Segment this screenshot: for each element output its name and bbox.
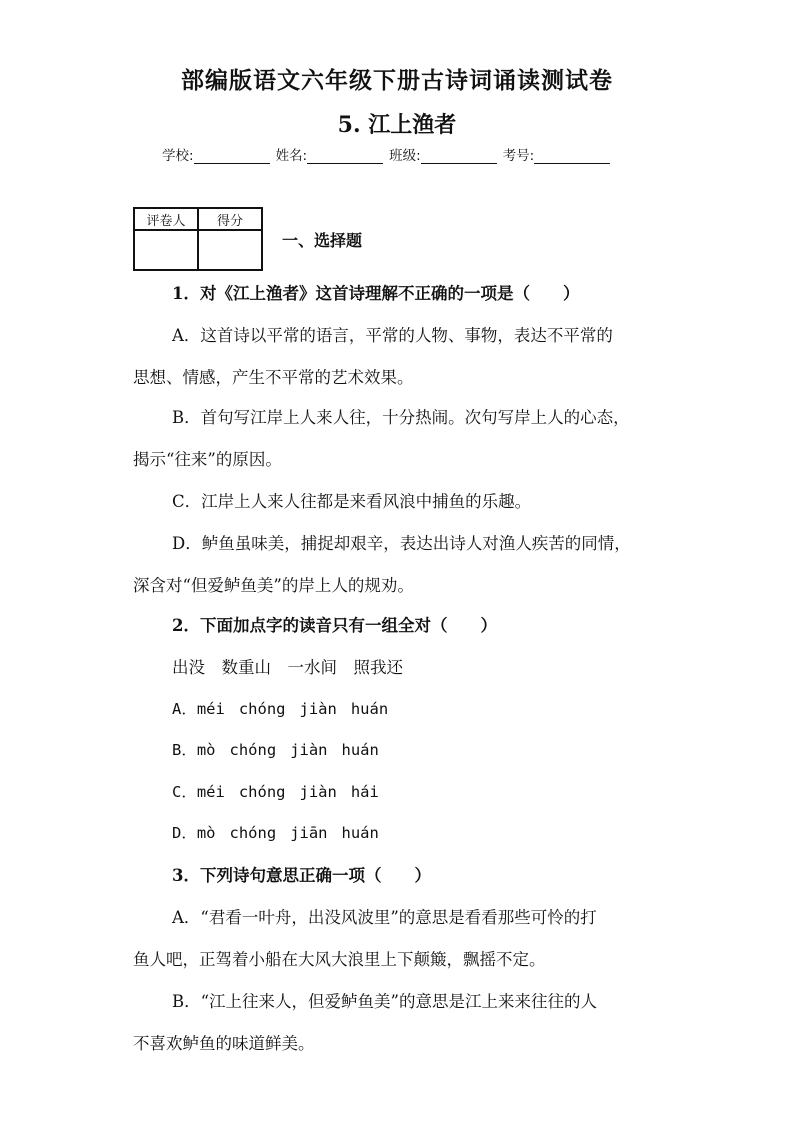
option-letter: C．: [172, 783, 197, 801]
pinyin: jiān: [290, 824, 328, 842]
question-2-words: 出没 数重山 一水间 照我还: [172, 658, 403, 677]
question-2-stem: 2．下面加点字的读音只有一组全对（ ）: [172, 616, 497, 635]
pinyin: chóng: [238, 700, 286, 718]
question-2-option-b: [172, 738, 393, 760]
question-1-option-a: A．这首诗以平常的语言，平常的人物、事物，表达不平常的: [172, 326, 613, 345]
question-1-option-b: B．首句写江岸上人来人往，十分热闹。次句写岸上人的心态，: [172, 408, 630, 427]
question-2-option-c: [172, 780, 393, 802]
grader-cell[interactable]: [134, 230, 198, 270]
student-info-line: [162, 144, 616, 164]
question-3-option-b: B．“江上往来人，但爱鲈鱼美”的意思是江上来来往往的人: [172, 992, 597, 1011]
pinyin: mò: [196, 824, 216, 842]
question-1-option-d: D．鲈鱼虽味美，捕捉却艰辛，表达出诗人对渔人疾苦的同情，: [172, 534, 631, 553]
question-1-option-b-cont: 揭示“往来”的原因。: [133, 450, 282, 469]
question-3-option-a-cont: 鱼人吧，正驾着小船在大风大浪里上下颠簸，飘摇不定。: [133, 950, 546, 969]
pinyin: mò: [196, 741, 216, 759]
score-cell[interactable]: [198, 230, 262, 270]
class-blank[interactable]: [421, 147, 497, 164]
grader-header: 评卷人: [134, 208, 198, 230]
question-1-option-d-cont: 深含对“但爱鲈鱼美”的岸上人的规劝。: [133, 576, 414, 595]
pinyin: jiàn: [299, 700, 337, 718]
question-1-option-a-cont: 思想、情感，产生不平常的艺术效果。: [133, 368, 414, 387]
question-2-option-a: [172, 697, 402, 719]
name-label: 姓名:: [275, 148, 308, 164]
question-3-stem: 3．下列诗句意思正确一项（ ）: [172, 866, 431, 885]
pinyin: chóng: [238, 783, 286, 801]
section-heading: 一、选择题: [282, 231, 363, 250]
class-label: 班级:: [389, 148, 421, 164]
question-3-option-a: A．“君看一叶舟，出没风波里”的意思是看看那些可怜的打: [172, 908, 597, 927]
pinyin: méi: [196, 700, 225, 718]
page-subtitle: 5. 江上渔者: [337, 112, 457, 138]
pinyin: chóng: [229, 741, 277, 759]
option-letter: B．: [172, 741, 197, 759]
question-1-stem: 1．对《江上渔者》这首诗理解不正确的一项是（ ）: [172, 284, 580, 303]
pinyin: huán: [341, 741, 379, 759]
page-title: 部编版语文六年级下册古诗词诵读测试卷: [181, 67, 613, 94]
pinyin: huán: [341, 824, 379, 842]
question-1-option-c: C．江岸上人来人往都是来看风浪中捕鱼的乐趣。: [172, 492, 532, 511]
option-letter: A．: [172, 700, 197, 718]
school-blank[interactable]: [194, 147, 270, 164]
score-header: 得分: [198, 208, 262, 230]
name-blank[interactable]: [307, 147, 383, 164]
pinyin: méi: [196, 783, 225, 801]
pinyin: chóng: [229, 824, 277, 842]
question-2-option-d: [172, 821, 393, 843]
school-label: 学校:: [162, 148, 194, 164]
option-letter: D．: [172, 824, 197, 842]
pinyin: huán: [350, 700, 389, 718]
exam-number-blank[interactable]: [534, 147, 610, 164]
score-table: [133, 207, 263, 271]
pinyin: jiàn: [290, 741, 328, 759]
question-3-option-b-cont: 不喜欢鲈鱼的味道鲜美。: [133, 1034, 315, 1053]
pinyin: jiàn: [299, 783, 337, 801]
exam-number-label: 考号:: [502, 148, 535, 164]
pinyin: hái: [350, 783, 379, 801]
